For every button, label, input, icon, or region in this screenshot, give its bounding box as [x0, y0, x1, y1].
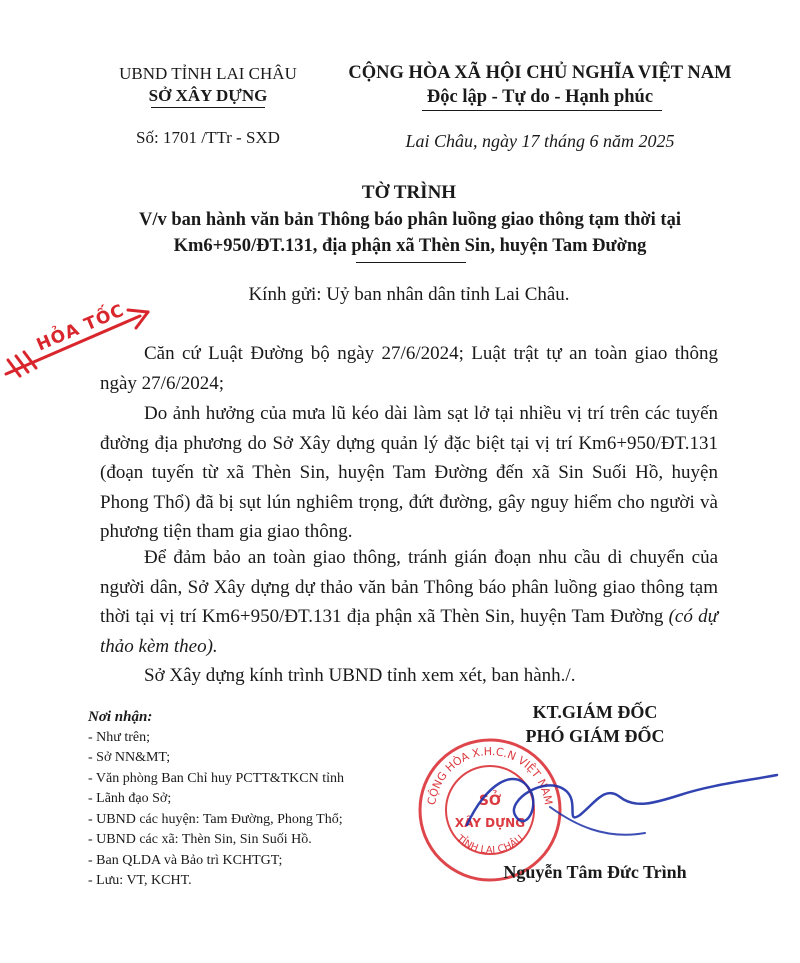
urgent-stamp-text: HỎA TỐC [33, 300, 128, 356]
agency-underline [151, 107, 265, 108]
recipient-item: - UBND các huyện: Tam Đường, Phong Thổ; [88, 811, 343, 827]
body-paragraph-1: Căn cứ Luật Đường bộ ngày 27/6/2024; Luật trật tự an toàn giao thông ngày 27/6/2024; [100, 343, 718, 394]
recipient-item: - Văn phòng Ban Chỉ huy PCTT&TKCN tỉnh [88, 770, 345, 786]
seal-bottom-text: TỈNH LAI CHÂU [454, 833, 526, 857]
body-paragraph-3-text: Để đảm bảo an toàn giao thông, tránh gián đoạn nhu cầu di chuyển của người dân, Sở Xây dựng dự thảo văn bản Thông báo phân luồng giao thông tạm thời tại vị trí Km6+950/ĐT.131 địa phận xã Thèn Sin, huyện Tam Đường [100, 547, 718, 627]
signature-scribble-icon [455, 745, 785, 855]
recipient-item: - Lãnh đạo Sở; [88, 791, 172, 806]
country-name: CỘNG HÒA XÃ HỘI CHỦ NGHĨA VIỆT NAM [348, 63, 732, 83]
national-motto: Độc lập - Tự do - Hạnh phúc [426, 87, 654, 107]
body-paragraph-3-note: (có dự thảo kèm theo). [100, 606, 718, 657]
body-paragraph-2: Do ảnh hưởng của mưa lũ kéo dài làm sạt lở tại nhiều vị trí trên các tuyến đường địa phương do Sở Xây dựng quản lý đặc biệt tại vị trí Km6+950/ĐT.131 (đoạn tuyến từ xã Thèn Sin, huyện Tam Đường đến xã Sin Suối Hồ, huyện Phong Thổ) đã bị sụt lún nghiêm trọng, đứt đường, gây nguy hiểm cho người và phương tiện tham gia giao thông. [100, 403, 718, 542]
signature-title-2: PHÓ GIÁM ĐỐC [525, 726, 665, 746]
seal-ring-text: CỘNG HÒA X.H.C.N VIỆT NAM [425, 744, 555, 806]
doc-number: Số: 1701 /TTr - SXD [136, 128, 280, 147]
body-paragraph-4: Sở Xây dựng kính trình UBND tỉnh xem xét, ban hành./. [144, 665, 576, 686]
subject-line-1: V/v ban hành văn bản Thông báo phân luồng giao thông tạm thời tại [139, 210, 681, 230]
recipient-item: - Ban QLDA và Bảo trì KCHTGT; [88, 852, 283, 868]
recipients-heading: Nơi nhận: [88, 709, 153, 725]
subject-underline [356, 262, 466, 263]
place-date: Lai Châu, ngày 17 tháng 6 năm 2025 [405, 131, 675, 151]
subject-line-2: Km6+950/ĐT.131, địa phận xã Thèn Sin, huyện Tam Đường [173, 236, 647, 256]
recipient-item: - Lưu: VT, KCHT. [88, 873, 192, 888]
agency-name: SỞ XÂY DỰNG [148, 86, 268, 105]
handwritten-signature [455, 745, 785, 855]
addressee: Kính gửi: Uỷ ban nhân dân tỉnh Lai Châu. [248, 284, 570, 305]
recipient-item: - Như trên; [88, 729, 151, 745]
seal-center-line-2: XÂY DỰNG [454, 816, 526, 830]
signature-title-1: KT.GIÁM ĐỐC [532, 702, 658, 722]
recipient-item: - Sở NN&MT; [88, 750, 171, 765]
recipients-block [88, 707, 344, 892]
signer-name: Nguyễn Tâm Đức Trình [503, 862, 687, 882]
agency-parent: UBND TỈNH LAI CHÂU [119, 64, 297, 83]
recipient-item: - UBND các xã: Thèn Sin, Sin Suối Hồ. [88, 832, 312, 847]
doc-type-title: TỜ TRÌNH [361, 182, 457, 203]
seal-center-line-1: SỞ [478, 793, 502, 809]
motto-underline [422, 110, 662, 111]
body-paragraph-3 [100, 543, 718, 661]
